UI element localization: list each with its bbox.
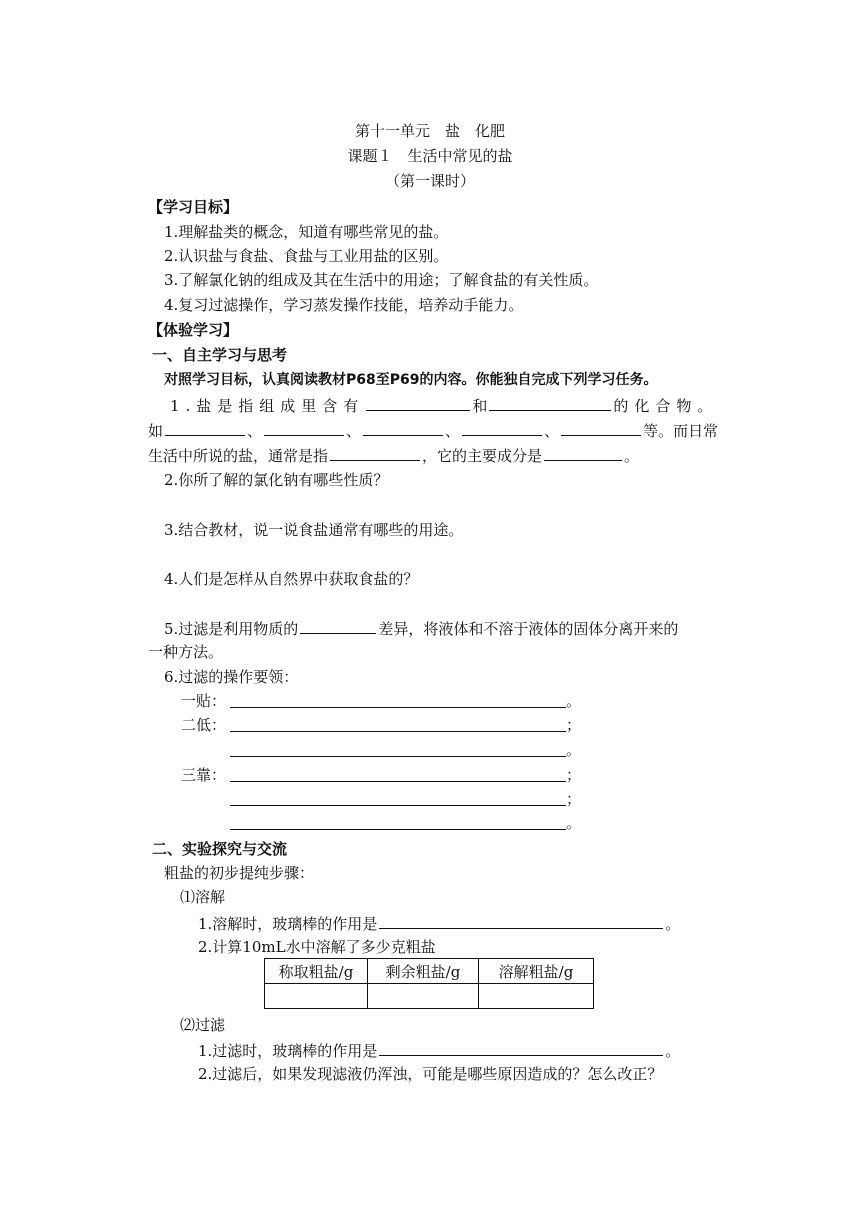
blank-field[interactable] (489, 394, 611, 411)
objective-item: 3.了解氯化钠的组成及其在生活中的用途；了解食盐的有关性质。 (164, 271, 599, 289)
part2-title: 二、实验探究与交流 (152, 840, 288, 858)
end-mark: ； (566, 716, 582, 734)
part2-intro: 粗盐的初步提纯步骤： (164, 864, 315, 882)
separator: 、 (445, 422, 461, 440)
q1-line3 (148, 444, 639, 467)
step1-q2: 2.计算10mL水中溶解了多少克粗盐 (198, 938, 436, 956)
step1-q1-text: 1.溶解时，玻璃棒的作用是 (198, 915, 378, 933)
q1-text-e: 等。而日常 (643, 422, 719, 440)
table-cell[interactable] (265, 984, 368, 1009)
objective-item: 2.认识盐与食盐、食盐与工业用盐的区别。 (164, 247, 449, 265)
blank-field[interactable] (544, 444, 622, 461)
unit-title: 第十一单元 盐 化肥 (354, 122, 505, 140)
objective-item: 1.理解盐类的概念，知道有哪些常见的盐。 (164, 223, 449, 241)
q1-text-g: ，它的主要成分是 (422, 447, 543, 465)
part1-title: 一、自主学习与思考 (152, 346, 288, 364)
step2-title: ⑵过滤 (180, 1016, 226, 1034)
separator: 、 (247, 422, 263, 440)
step2-q1 (198, 1039, 680, 1062)
end-mark: 。 (665, 1042, 681, 1060)
answer-line[interactable] (230, 829, 566, 830)
yitie-label: 一贴： (181, 692, 227, 710)
question-3: 3.结合教材，说一说食盐通常有哪些的用途。 (164, 521, 464, 539)
table-cell[interactable] (479, 984, 594, 1009)
erdi-label: 二低： (181, 716, 227, 734)
table-header-cell: 称取粗盐/g (265, 959, 368, 984)
blank-field[interactable] (366, 394, 470, 411)
blank-field[interactable] (462, 419, 542, 436)
blank-field[interactable] (300, 617, 376, 634)
answer-line[interactable] (230, 781, 566, 782)
question-5-line2: 一种方法。 (148, 643, 224, 661)
end-mark: ； (566, 766, 582, 784)
answer-line[interactable] (230, 707, 566, 708)
question-4: 4.人们是怎样从自然界中获取食盐的？ (164, 570, 419, 588)
blank-field[interactable] (363, 419, 443, 436)
q1-text-b: 和 (472, 397, 488, 415)
answer-line[interactable] (230, 805, 566, 806)
blank-field[interactable] (379, 912, 663, 929)
blank-field[interactable] (379, 1039, 663, 1056)
session-label: （第一课时） (384, 172, 475, 190)
blank-field[interactable] (165, 419, 245, 436)
table-header-cell: 剩余粗盐/g (368, 959, 479, 984)
step1-title: ⑴溶解 (180, 888, 226, 906)
q5-text-a: 5.过滤是利用物质的 (164, 620, 299, 638)
experience-heading: 【体验学习】 (148, 321, 239, 339)
q1-text-h: 。 (624, 447, 640, 465)
step2-q1-text: 1.过滤时，玻璃棒的作用是 (198, 1042, 378, 1060)
q1-text-f: 生活中所说的盐，通常是指 (148, 447, 329, 465)
q1-line2 (148, 419, 718, 442)
blank-field[interactable] (561, 419, 641, 436)
blank-field[interactable] (264, 419, 344, 436)
question-6-title: 6.过滤的操作要领： (164, 668, 299, 686)
q1-text-c: 的化合物。 (613, 397, 719, 415)
question-5-line1 (164, 617, 678, 640)
answer-line[interactable] (230, 731, 566, 732)
table-header-cell: 溶解粗盐/g (479, 959, 594, 984)
answer-line[interactable] (230, 756, 566, 757)
question-2: 2.你所了解的氯化钠有哪些性质？ (164, 471, 389, 489)
sankao-label: 三靠： (181, 766, 227, 784)
blank-field[interactable] (330, 444, 420, 461)
end-mark: ； (566, 790, 582, 808)
separator: 、 (544, 422, 560, 440)
salt-table (264, 958, 594, 1009)
objectives-heading: 【学习目标】 (148, 198, 239, 216)
q1-line1 (170, 394, 718, 417)
q5-text-b: 差异，将液体和不溶于液体的固体分离开来的 (378, 620, 679, 638)
step1-q1 (198, 912, 680, 935)
part1-instruction: 对照学习目标，认真阅读教材P68至P69的内容。你能独自完成下列学习任务。 (164, 372, 658, 388)
end-mark: 。 (566, 741, 582, 759)
objective-item: 4.复习过滤操作，学习蒸发操作技能，培养动手能力。 (164, 296, 524, 314)
table-row (265, 984, 594, 1009)
q1-text-a: 1.盐是指组成里含有 (170, 397, 365, 415)
end-mark: 。 (566, 692, 582, 710)
table-header-row (265, 959, 594, 984)
q1-text-d: 如 (148, 422, 164, 440)
end-mark: 。 (665, 915, 681, 933)
table-cell[interactable] (368, 984, 479, 1009)
separator: 、 (346, 422, 362, 440)
end-mark: 。 (566, 814, 582, 832)
lesson-title: 课题１ 生活中常见的盐 (347, 147, 513, 165)
step2-q2: 2.过滤后，如果发现滤液仍浑浊，可能是哪些原因造成的？怎么改正？ (198, 1065, 663, 1083)
